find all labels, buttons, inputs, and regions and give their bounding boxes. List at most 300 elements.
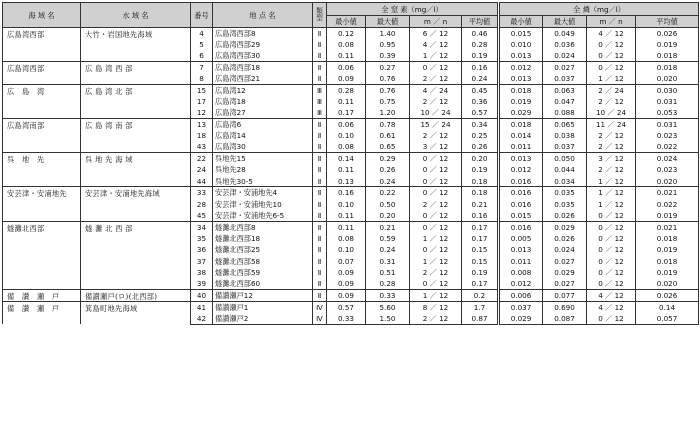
tn-avg-cell: 1.7	[462, 301, 499, 312]
tp-min-cell: 0.016	[499, 198, 543, 209]
sea-area-cell: 広島湾南部	[3, 119, 81, 153]
header-tn-mn: m ／ n	[410, 16, 462, 28]
water-class-cell: Ⅳ	[313, 313, 327, 324]
station-number-cell: 24	[191, 164, 213, 175]
tp-min-cell: 0.016	[499, 187, 543, 198]
station-name-cell: 燧灘北西部25	[213, 244, 313, 255]
table-row	[3, 28, 699, 39]
tp-min-cell: 0.016	[499, 221, 543, 232]
station-number-cell: 18	[191, 130, 213, 141]
tn-avg-cell: 0.20	[462, 153, 499, 164]
water-class-cell: Ⅱ	[313, 210, 327, 221]
tn-min-cell: 0.06	[327, 119, 366, 130]
tp-mn-cell: 0 ／ 12	[587, 210, 636, 221]
tp-min-cell: 0.012	[499, 164, 543, 175]
sea-area-cell: 燧灘北西部	[3, 221, 81, 289]
tn-mn-cell: 0 ／ 12	[410, 221, 462, 232]
tn-max-cell: 0.21	[366, 221, 410, 232]
water-class-cell: Ⅱ	[313, 289, 327, 301]
tp-avg-cell: 0.019	[636, 39, 699, 50]
tn-max-cell: 0.50	[366, 198, 410, 209]
station-name-cell: 安芸津・安浦地先6-5	[213, 210, 313, 221]
table-row	[3, 187, 699, 198]
table-row	[3, 289, 699, 301]
tp-mn-cell: 0 ／ 12	[587, 221, 636, 232]
tp-max-cell: 0.049	[543, 28, 587, 39]
station-number-cell: 28	[191, 198, 213, 209]
water-class-cell: Ⅱ	[313, 255, 327, 266]
station-name-cell: 呉地先15	[213, 153, 313, 164]
tn-max-cell: 0.26	[366, 164, 410, 175]
tn-max-cell: 0.51	[366, 267, 410, 278]
tn-min-cell: 0.06	[327, 62, 366, 73]
tn-min-cell: 0.16	[327, 187, 366, 198]
tn-mn-cell: 0 ／ 12	[410, 176, 462, 187]
tp-avg-cell: 0.020	[636, 73, 699, 84]
tn-max-cell: 0.20	[366, 210, 410, 221]
tp-max-cell: 0.063	[543, 84, 587, 95]
station-name-cell: 備讃瀬戸2	[213, 313, 313, 324]
tn-min-cell: 0.33	[327, 313, 366, 324]
water-class-cell: Ⅱ	[313, 233, 327, 244]
tp-min-cell: 0.006	[499, 289, 543, 301]
header-tn-avg: 平均値	[462, 16, 499, 28]
tp-mn-cell: 0 ／ 12	[587, 255, 636, 266]
sea-area-cell: 広島湾西部	[3, 62, 81, 85]
tp-min-cell: 0.011	[499, 141, 543, 152]
station-number-cell: 15	[191, 84, 213, 95]
tn-avg-cell: 0.45	[462, 84, 499, 95]
tp-max-cell: 0.024	[543, 50, 587, 61]
station-number-cell: 6	[191, 50, 213, 61]
tn-min-cell: 0.09	[327, 267, 366, 278]
header-row-1	[3, 3, 699, 16]
header-total-nitrogen: 全 窒 素（mg／l）	[327, 3, 499, 16]
water-area-cell: 広 島 湾 南 部	[81, 119, 191, 153]
tn-avg-cell: 0.2	[462, 289, 499, 301]
tn-min-cell: 0.12	[327, 28, 366, 39]
tp-mn-cell: 10 ／ 24	[587, 107, 636, 118]
tn-mn-cell: 4 ／ 24	[410, 84, 462, 95]
tp-avg-cell: 0.019	[636, 244, 699, 255]
tn-max-cell: 0.24	[366, 176, 410, 187]
tn-min-cell: 0.13	[327, 176, 366, 187]
table-row	[3, 153, 699, 164]
tn-mn-cell: 15 ／ 24	[410, 119, 462, 130]
station-name-cell: 広島湾西部29	[213, 39, 313, 50]
water-class-cell: Ⅱ	[313, 73, 327, 84]
tp-min-cell: 0.016	[499, 176, 543, 187]
tn-min-cell: 0.10	[327, 198, 366, 209]
tn-min-cell: 0.08	[327, 233, 366, 244]
tp-mn-cell: 3 ／ 12	[587, 153, 636, 164]
tn-max-cell: 0.27	[366, 62, 410, 73]
tp-mn-cell: 0 ／ 12	[587, 233, 636, 244]
tn-max-cell: 0.75	[366, 96, 410, 107]
tp-mn-cell: 2 ／ 12	[587, 130, 636, 141]
water-area-cell: 呉 地 先 海 域	[81, 153, 191, 187]
tp-avg-cell: 0.020	[636, 176, 699, 187]
tp-avg-cell: 0.018	[636, 255, 699, 266]
water-class-cell: Ⅱ	[313, 221, 327, 232]
tn-min-cell: 0.08	[327, 39, 366, 50]
tp-max-cell: 0.029	[543, 267, 587, 278]
station-number-cell: 34	[191, 221, 213, 232]
water-quality-table-container	[2, 2, 698, 423]
tp-mn-cell: 0 ／ 12	[587, 39, 636, 50]
station-name-cell: 燧灘北西部60	[213, 278, 313, 289]
tn-mn-cell: 2 ／ 12	[410, 267, 462, 278]
tn-min-cell: 0.11	[327, 164, 366, 175]
tn-avg-cell: 0.34	[462, 119, 499, 130]
water-class-cell: Ⅱ	[313, 62, 327, 73]
tn-max-cell: 0.28	[366, 278, 410, 289]
tn-mn-cell: 0 ／ 12	[410, 153, 462, 164]
tp-mn-cell: 2 ／ 12	[587, 164, 636, 175]
table-row	[3, 84, 699, 95]
tp-mn-cell: 1 ／ 12	[587, 73, 636, 84]
tn-min-cell: 0.28	[327, 84, 366, 95]
tp-avg-cell: 0.022	[636, 141, 699, 152]
station-name-cell: 広島湾西部30	[213, 50, 313, 61]
tn-mn-cell: 0 ／ 12	[410, 278, 462, 289]
tp-avg-cell: 0.14	[636, 301, 699, 312]
tn-avg-cell: 0.18	[462, 187, 499, 198]
tn-min-cell: 0.17	[327, 107, 366, 118]
tp-avg-cell: 0.018	[636, 62, 699, 73]
header-tp-mn: m ／ n	[587, 16, 636, 28]
table-row	[3, 301, 699, 312]
tn-max-cell: 0.33	[366, 289, 410, 301]
tp-avg-cell: 0.018	[636, 50, 699, 61]
station-name-cell: 安芸津・安浦地先10	[213, 198, 313, 209]
station-number-cell: 40	[191, 289, 213, 301]
tn-max-cell: 0.76	[366, 73, 410, 84]
station-number-cell: 42	[191, 313, 213, 324]
tn-avg-cell: 0.17	[462, 278, 499, 289]
tn-avg-cell: 0.26	[462, 141, 499, 152]
table-row	[3, 119, 699, 130]
water-class-cell: Ⅲ	[313, 84, 327, 95]
station-number-cell: 38	[191, 267, 213, 278]
sea-area-cell: 安芸津・安浦地先	[3, 187, 81, 221]
header-tp-avg: 平均値	[636, 16, 699, 28]
tn-max-cell: 0.31	[366, 255, 410, 266]
tp-mn-cell: 0 ／ 12	[587, 62, 636, 73]
tn-avg-cell: 0.16	[462, 62, 499, 73]
station-number-cell: 41	[191, 301, 213, 312]
tn-avg-cell: 0.57	[462, 107, 499, 118]
tp-min-cell: 0.018	[499, 84, 543, 95]
station-name-cell: 備讃瀬戸1	[213, 301, 313, 312]
water-area-cell: 広 島 湾 北 部	[81, 84, 191, 118]
station-number-cell: 35	[191, 233, 213, 244]
tp-avg-cell: 0.023	[636, 130, 699, 141]
tn-min-cell: 0.07	[327, 255, 366, 266]
tn-max-cell: 0.22	[366, 187, 410, 198]
tp-mn-cell: 1 ／ 12	[587, 187, 636, 198]
header-tp-max: 最大値	[543, 16, 587, 28]
tp-min-cell: 0.019	[499, 96, 543, 107]
station-name-cell: 広島湾30	[213, 141, 313, 152]
station-name-cell: 備讃瀬戸12	[213, 289, 313, 301]
tn-mn-cell: 10 ／ 24	[410, 107, 462, 118]
tn-min-cell: 0.57	[327, 301, 366, 312]
water-class-cell: Ⅱ	[313, 39, 327, 50]
tn-avg-cell: 0.36	[462, 96, 499, 107]
station-name-cell: 燧灘北西部59	[213, 267, 313, 278]
tn-mn-cell: 2 ／ 12	[410, 313, 462, 324]
tn-mn-cell: 6 ／ 12	[410, 28, 462, 39]
tn-max-cell: 1.40	[366, 28, 410, 39]
tn-max-cell: 0.95	[366, 39, 410, 50]
table-row	[3, 221, 699, 232]
tn-mn-cell: 2 ／ 12	[410, 130, 462, 141]
tn-max-cell: 0.65	[366, 141, 410, 152]
water-class-cell: Ⅱ	[313, 267, 327, 278]
water-quality-table	[2, 2, 699, 325]
tp-min-cell: 0.014	[499, 130, 543, 141]
water-class-cell: Ⅲ	[313, 107, 327, 118]
station-number-cell: 13	[191, 119, 213, 130]
water-class-cell: Ⅱ	[313, 244, 327, 255]
tp-avg-cell: 0.022	[636, 198, 699, 209]
header-tn-min: 最小値	[327, 16, 366, 28]
station-name-cell: 呉地先30-5	[213, 176, 313, 187]
water-class-cell: Ⅱ	[313, 278, 327, 289]
tp-mn-cell: 2 ／ 12	[587, 96, 636, 107]
tn-mn-cell: 0 ／ 12	[410, 210, 462, 221]
station-number-cell: 8	[191, 73, 213, 84]
station-number-cell: 12	[191, 107, 213, 118]
tn-mn-cell: 3 ／ 12	[410, 141, 462, 152]
tp-min-cell: 0.013	[499, 50, 543, 61]
station-name-cell: 燧灘北西部18	[213, 233, 313, 244]
tn-min-cell: 0.14	[327, 153, 366, 164]
header-tp-min: 最小値	[499, 16, 543, 28]
tp-mn-cell: 1 ／ 12	[587, 198, 636, 209]
tp-avg-cell: 0.019	[636, 267, 699, 278]
tn-min-cell: 0.09	[327, 278, 366, 289]
tp-mn-cell: 4 ／ 12	[587, 301, 636, 312]
tp-max-cell: 0.047	[543, 96, 587, 107]
tn-mn-cell: 2 ／ 12	[410, 73, 462, 84]
tp-avg-cell: 0.023	[636, 164, 699, 175]
station-number-cell: 33	[191, 187, 213, 198]
tp-max-cell: 0.026	[543, 233, 587, 244]
water-area-cell: 安芸津・安浦地先海域	[81, 187, 191, 221]
tn-max-cell: 1.50	[366, 313, 410, 324]
tp-avg-cell: 0.019	[636, 210, 699, 221]
sea-area-cell: 広 島 湾	[3, 84, 81, 118]
tp-max-cell: 0.077	[543, 289, 587, 301]
tp-avg-cell: 0.053	[636, 107, 699, 118]
station-number-cell: 36	[191, 244, 213, 255]
tp-min-cell: 0.008	[499, 267, 543, 278]
tn-avg-cell: 0.19	[462, 164, 499, 175]
table-body	[3, 28, 699, 325]
header-total-phosphorus: 全 燐（mg／l）	[499, 3, 699, 16]
tn-min-cell: 0.08	[327, 141, 366, 152]
tp-avg-cell: 0.021	[636, 221, 699, 232]
header-water-area: 水 域 名	[81, 3, 191, 28]
tn-mn-cell: 1 ／ 12	[410, 50, 462, 61]
tn-avg-cell: 0.19	[462, 267, 499, 278]
tp-min-cell: 0.015	[499, 28, 543, 39]
tp-mn-cell: 0 ／ 12	[587, 313, 636, 324]
sea-area-cell: 備 讃 瀬 戸	[3, 301, 81, 324]
tp-mn-cell: 0 ／ 12	[587, 50, 636, 61]
station-name-cell: 広島湾12	[213, 84, 313, 95]
station-name-cell: 広島湾西部18	[213, 62, 313, 73]
water-area-cell: 備讃瀬戸(ロ)(北西部)	[81, 289, 191, 301]
tp-min-cell: 0.037	[499, 301, 543, 312]
tp-avg-cell: 0.020	[636, 278, 699, 289]
tn-min-cell: 0.10	[327, 244, 366, 255]
tp-avg-cell: 0.021	[636, 187, 699, 198]
tp-min-cell: 0.012	[499, 62, 543, 73]
station-name-cell: 広島湾6	[213, 119, 313, 130]
tp-max-cell: 0.050	[543, 153, 587, 164]
station-number-cell: 44	[191, 176, 213, 187]
tp-mn-cell: 4 ／ 12	[587, 289, 636, 301]
tp-avg-cell: 0.031	[636, 96, 699, 107]
tp-max-cell: 0.038	[543, 130, 587, 141]
tp-min-cell: 0.005	[499, 233, 543, 244]
station-name-cell: 広島湾西部21	[213, 73, 313, 84]
station-name-cell: 安芸津・安浦地先4	[213, 187, 313, 198]
tn-avg-cell: 0.21	[462, 198, 499, 209]
header-sea-area: 海 域 名	[3, 3, 81, 28]
station-name-cell: 呉地先28	[213, 164, 313, 175]
tp-avg-cell: 0.031	[636, 119, 699, 130]
tp-max-cell: 0.037	[543, 141, 587, 152]
tp-min-cell: 0.013	[499, 73, 543, 84]
water-class-cell: Ⅱ	[313, 176, 327, 187]
tp-max-cell: 0.036	[543, 39, 587, 50]
header-tn-max: 最大値	[366, 16, 410, 28]
tn-mn-cell: 8 ／ 12	[410, 301, 462, 312]
tn-avg-cell: 0.15	[462, 255, 499, 266]
tp-max-cell: 0.035	[543, 187, 587, 198]
station-number-cell: 37	[191, 255, 213, 266]
station-name-cell: 燧灘北西部8	[213, 221, 313, 232]
water-class-cell: Ⅱ	[313, 187, 327, 198]
station-number-cell: 22	[191, 153, 213, 164]
tp-max-cell: 0.027	[543, 255, 587, 266]
tp-mn-cell: 0 ／ 12	[587, 244, 636, 255]
station-number-cell: 43	[191, 141, 213, 152]
header-number: 番号	[191, 3, 213, 28]
tn-avg-cell: 0.15	[462, 244, 499, 255]
tn-mn-cell: 2 ／ 12	[410, 198, 462, 209]
tp-mn-cell: 1 ／ 12	[587, 176, 636, 187]
tp-max-cell: 0.087	[543, 313, 587, 324]
tn-avg-cell: 0.25	[462, 130, 499, 141]
water-class-cell: Ⅱ	[313, 28, 327, 39]
tp-mn-cell: 0 ／ 12	[587, 267, 636, 278]
tp-max-cell: 0.026	[543, 210, 587, 221]
station-number-cell: 17	[191, 96, 213, 107]
tp-max-cell: 0.037	[543, 73, 587, 84]
tp-max-cell: 0.690	[543, 301, 587, 312]
tn-mn-cell: 1 ／ 12	[410, 233, 462, 244]
tp-min-cell: 0.013	[499, 244, 543, 255]
tn-mn-cell: 1 ／ 12	[410, 289, 462, 301]
tn-min-cell: 0.09	[327, 73, 366, 84]
station-number-cell: 5	[191, 39, 213, 50]
tn-avg-cell: 0.87	[462, 313, 499, 324]
water-class-cell: Ⅱ	[313, 119, 327, 130]
water-class-cell: Ⅲ	[313, 96, 327, 107]
tn-avg-cell: 0.24	[462, 73, 499, 84]
tn-min-cell: 0.11	[327, 221, 366, 232]
tn-avg-cell: 0.46	[462, 28, 499, 39]
tp-max-cell: 0.065	[543, 119, 587, 130]
water-class-cell: Ⅱ	[313, 164, 327, 175]
tn-max-cell: 5.60	[366, 301, 410, 312]
tp-mn-cell: 11 ／ 24	[587, 119, 636, 130]
tn-max-cell: 0.39	[366, 50, 410, 61]
tn-min-cell: 0.11	[327, 210, 366, 221]
tp-max-cell: 0.027	[543, 62, 587, 73]
station-name-cell: 広島湾18	[213, 96, 313, 107]
tn-avg-cell: 0.19	[462, 50, 499, 61]
tn-min-cell: 0.10	[327, 130, 366, 141]
tp-max-cell: 0.029	[543, 221, 587, 232]
tp-min-cell: 0.011	[499, 255, 543, 266]
station-number-cell: 45	[191, 210, 213, 221]
tp-avg-cell: 0.057	[636, 313, 699, 324]
tn-min-cell: 0.11	[327, 50, 366, 61]
tn-mn-cell: 2 ／ 12	[410, 96, 462, 107]
tp-avg-cell: 0.030	[636, 84, 699, 95]
tn-min-cell: 0.09	[327, 289, 366, 301]
tn-avg-cell: 0.16	[462, 210, 499, 221]
tn-max-cell: 0.29	[366, 153, 410, 164]
tp-max-cell: 0.088	[543, 107, 587, 118]
water-class-cell: Ⅱ	[313, 50, 327, 61]
water-area-cell: 燧 灘 北 西 部	[81, 221, 191, 289]
tp-max-cell: 0.035	[543, 198, 587, 209]
tn-min-cell: 0.11	[327, 96, 366, 107]
tn-mn-cell: 0 ／ 12	[410, 164, 462, 175]
tp-min-cell: 0.029	[499, 313, 543, 324]
tp-avg-cell: 0.018	[636, 233, 699, 244]
tn-mn-cell: 1 ／ 12	[410, 255, 462, 266]
tn-avg-cell: 0.18	[462, 176, 499, 187]
tp-max-cell: 0.034	[543, 176, 587, 187]
tp-mn-cell: 4 ／ 12	[587, 28, 636, 39]
tn-avg-cell: 0.17	[462, 221, 499, 232]
tn-max-cell: 0.61	[366, 130, 410, 141]
station-number-cell: 7	[191, 62, 213, 73]
tn-mn-cell: 0 ／ 12	[410, 244, 462, 255]
station-name-cell: 広島湾27	[213, 107, 313, 118]
tp-min-cell: 0.015	[499, 210, 543, 221]
tn-max-cell: 0.78	[366, 119, 410, 130]
table-row	[3, 62, 699, 73]
water-area-cell: 大竹・岩国地先海域	[81, 28, 191, 62]
tp-max-cell: 0.024	[543, 244, 587, 255]
water-area-cell: 箕島町地先海域	[81, 301, 191, 324]
water-class-cell: Ⅱ	[313, 153, 327, 164]
tn-max-cell: 1.20	[366, 107, 410, 118]
tp-avg-cell: 0.026	[636, 28, 699, 39]
header-point-name: 地 点 名	[213, 3, 313, 28]
tn-mn-cell: 4 ／ 12	[410, 39, 462, 50]
tp-min-cell: 0.010	[499, 39, 543, 50]
